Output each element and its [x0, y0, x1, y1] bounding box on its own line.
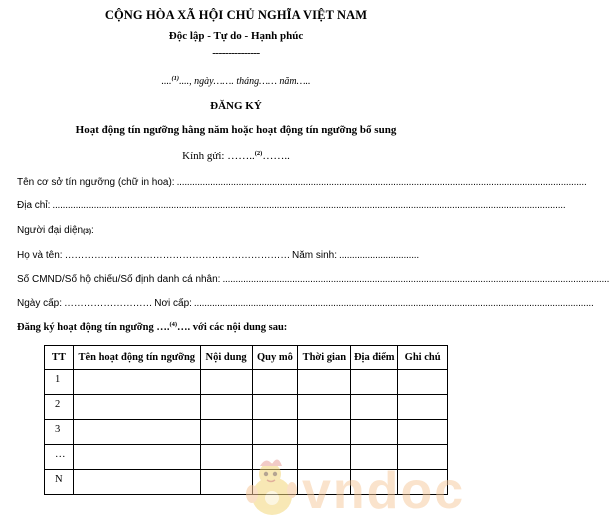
field-birth-year-dots[interactable]: ............................... [339, 250, 419, 261]
field-representative-colon: : [91, 225, 94, 236]
table-header-cell: Nội dung [200, 346, 252, 370]
field-issue-date-label: Ngày cấp: [17, 298, 63, 309]
vndoc-watermark [238, 452, 468, 518]
recipient-dots: …….. [262, 150, 290, 162]
table-row [45, 370, 448, 395]
table-cell[interactable] [73, 445, 200, 470]
field-address-label: Địa chỉ: [17, 200, 51, 211]
table-cell[interactable] [252, 420, 298, 445]
field-id-number-label: Số CMND/Số hộ chiếu/Số định danh cá nhân: [17, 274, 221, 285]
table-cell[interactable] [200, 420, 252, 445]
svg-text:vndoc: vndoc [302, 462, 466, 518]
field-birth-year-label: Năm sinh: [292, 250, 338, 261]
field-issue-place-label: Nơi cấp: [154, 298, 192, 309]
date-dots: ...., ngày……. tháng…… năm….. [179, 76, 311, 87]
table-cell[interactable] [298, 370, 351, 395]
mascot-icon [246, 459, 297, 515]
row-number: … [45, 445, 74, 470]
table-cell[interactable] [298, 395, 351, 420]
field-full-name-label: Họ và tên: [17, 250, 63, 261]
footnote-2: (2) [254, 150, 263, 157]
table-cell[interactable] [73, 395, 200, 420]
table-cell[interactable] [351, 395, 398, 420]
field-facility-name-dots: ............................................................................................................................................................... [176, 177, 587, 188]
table-header-cell: Quy mô [252, 346, 298, 370]
row-number: N [45, 470, 74, 495]
place-dots: .... [161, 76, 172, 87]
table-cell[interactable] [298, 420, 351, 445]
table-cell[interactable] [73, 470, 200, 495]
registration-prefix: Đăng ký hoạt động tín ngưỡng …. [17, 322, 170, 333]
table-cell[interactable] [398, 420, 448, 445]
table-cell[interactable] [73, 370, 200, 395]
recipient-label: Kính gửi: …….. [182, 150, 255, 162]
field-id-number-dots: ...................................................................................................................................................... [222, 274, 609, 285]
row-number: 2 [45, 395, 74, 420]
row-number: 3 [45, 420, 74, 445]
footnote-1: (1) [171, 75, 180, 82]
document-subtitle: Hoạt động tín ngưỡng hằng năm hoặc hoạt động tín ngưỡng bổ sung [75, 124, 397, 136]
table-cell[interactable] [351, 370, 398, 395]
table-header-cell: Địa điểm [351, 346, 398, 370]
table-header-cell: Tên hoạt động tín ngưỡng [73, 346, 200, 370]
field-issue-date[interactable] [17, 298, 594, 309]
table-cell[interactable] [252, 370, 298, 395]
field-issue-date-dots: ……………………… [64, 298, 153, 309]
field-issue-place-dots[interactable]: ........................................................................................................................................................... [193, 298, 594, 309]
header-separator: --------------- [212, 47, 260, 59]
table-cell[interactable] [351, 420, 398, 445]
table-header-cell: Ghi chú [398, 346, 448, 370]
field-full-name-dots: …………………………………………………………… [64, 250, 290, 261]
table-header-cell: TT [45, 346, 74, 370]
registration-intro [17, 322, 287, 333]
table-cell[interactable] [252, 395, 298, 420]
field-full-name[interactable] [17, 250, 437, 261]
field-id-number[interactable] [17, 274, 609, 285]
recipient-line [0, 150, 472, 162]
field-facility-name[interactable] [17, 177, 587, 188]
field-representative: Người đại diện (3) : [17, 225, 94, 236]
national-motto: Độc lập - Tự do - Hạnh phúc [168, 30, 304, 42]
field-representative-label: Người đại diện [17, 225, 84, 236]
registration-suffix: …. với các nội dung sau: [177, 322, 288, 333]
row-number: 1 [45, 370, 74, 395]
table-header-row [45, 346, 448, 370]
table-row [45, 420, 448, 445]
table-row [45, 395, 448, 420]
place-date-line [0, 76, 472, 87]
table-header-cell: Thời gian [298, 346, 351, 370]
field-address[interactable] [17, 200, 566, 211]
table-cell[interactable] [200, 370, 252, 395]
table-cell[interactable] [200, 395, 252, 420]
table-cell[interactable] [73, 420, 200, 445]
document-title: ĐĂNG KÝ [210, 100, 262, 112]
table-cell[interactable] [398, 370, 448, 395]
country-name: CỘNG HÒA XÃ HỘI CHỦ NGHĨA VIỆT NAM [104, 8, 368, 22]
field-address-dots: ....................................................................................................................................................................................................... [52, 200, 566, 211]
vndoc-logo [302, 462, 465, 518]
field-facility-name-label: Tên cơ sở tín ngưỡng (chữ in hoa): [17, 177, 175, 188]
table-cell[interactable] [398, 395, 448, 420]
footnote-4: (4) [169, 321, 178, 328]
